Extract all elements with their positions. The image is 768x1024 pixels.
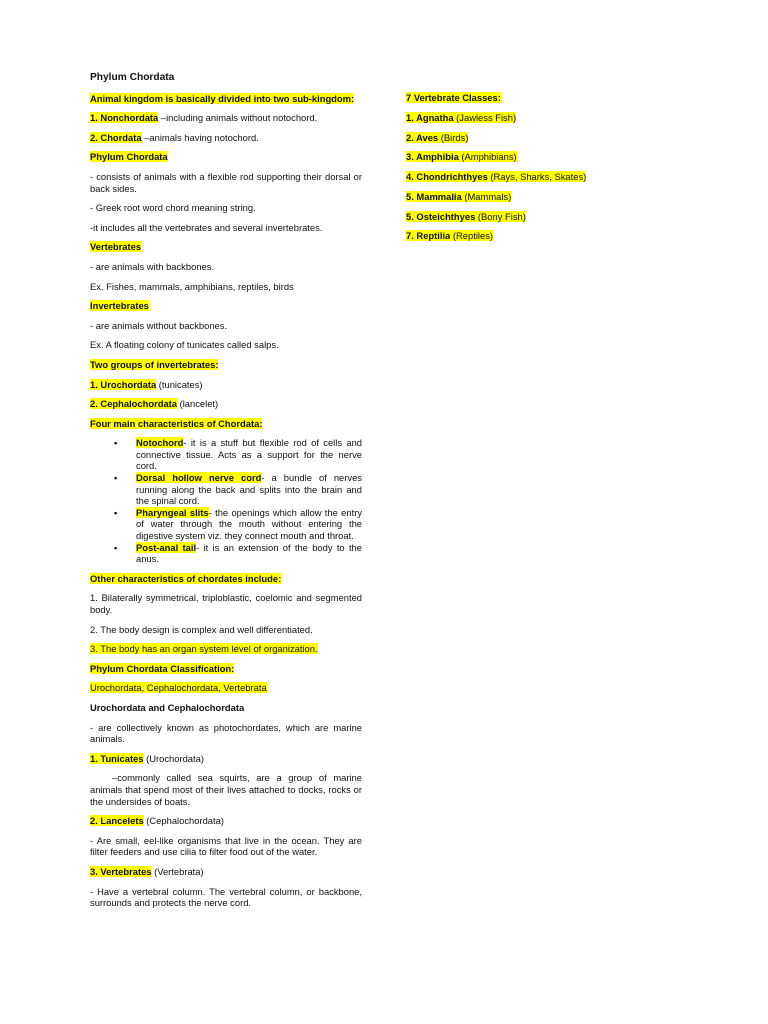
invertebrates-heading: Invertebrates	[90, 300, 149, 312]
other-item-2: 2. The body design is complex and well differentiated.	[90, 623, 313, 635]
vertebrates3-line: 3. Vertebrates (Vertebrata)	[90, 865, 204, 877]
list-item: 4. Chondrichthyes (Rays, Sharks, Skates)	[406, 171, 587, 183]
vertebrates-heading: Vertebrates	[90, 241, 142, 253]
other-item-1: 1. Bilaterally symmetrical, triploblastic, coelomic and segmented body.	[90, 592, 362, 615]
tunicates-description: –commonly called sea squirts, are a group of marine animals that spend most of their lives attached to docks, rocks or the undersides of boats.	[90, 772, 362, 807]
other-characteristics-heading: Other characteristics of chordates include:	[90, 572, 282, 584]
bullet-icon: •	[114, 472, 118, 484]
intro-paragraph: Animal kingdom is basically divided into two sub-kingdom:	[90, 92, 355, 104]
nonchordata-line: 1. Nonchordata –including animals without notochord.	[90, 112, 318, 124]
lancelets-description: - Are small, eel-like organisms that live in the ocean. They are filter feeders and use cilia to filter food out of the water.	[90, 834, 362, 858]
list-item: 7. Reptilia (Reptiles)	[406, 230, 494, 242]
list-item: • Dorsal hollow nerve cord- a bundle of nerves running along the back and splits into the brain and the spinal cord.	[114, 472, 362, 507]
vertebrates3-description: - Have a vertebral column. The vertebral column, or backbone, surrounds and protects the nerve cord.	[90, 885, 362, 909]
consists-paragraph: - consists of animals with a flexible rod supporting their dorsal or back sides.	[90, 170, 362, 194]
tunicates-line: 1. Tunicates (Urochordata)	[90, 752, 204, 764]
other-item-3: 3. The body has an organ system level of organization.	[90, 643, 318, 655]
two-groups-heading: Two groups of invertebrates:	[90, 358, 219, 370]
lancelets-line: 2. Lancelets (Cephalochordata)	[90, 815, 224, 827]
chordata-line: 2. Chordata –animals having notochord.	[90, 131, 259, 143]
classification-list: Urochordata, Cephalochordata, Vertebrata	[90, 682, 267, 694]
list-item: 1. Agnatha (Jawless Fish)	[406, 111, 517, 123]
vertebrate-classes-heading: 7 Vertebrate Classes:	[406, 92, 501, 103]
invertebrates-definition: - are animals without backbones.	[90, 319, 228, 331]
list-item: • Pharyngeal slits- the openings which allow the entry of water through the mouth without entering the digestive system viz. they connect mouth and throat.	[114, 506, 363, 542]
uro-cephalo-heading: Urochordata and Cephalochordata	[90, 701, 245, 713]
invertebrates-example: Ex. A floating colony of tunicates called salps.	[90, 339, 279, 351]
vertebrates-definition: - are animals with backbones.	[90, 260, 215, 272]
list-item: 5. Osteichthyes (Bony Fish)	[406, 210, 526, 222]
vertebrates-example: Ex. Fishes, mammals, amphibians, reptiles, birds	[90, 280, 294, 292]
greek-paragraph: - Greek root word chord meaning string.	[90, 202, 256, 214]
phylum-heading: Phylum Chordata	[90, 151, 168, 163]
list-item: 3. Amphibia (Amphibians)	[406, 151, 517, 163]
four-main-heading: Four main characteristics of Chordata:	[90, 417, 263, 429]
list-item: • Post-anal tail- it is an extension of the body to the anus.	[114, 541, 362, 565]
cephalochordata-line: 2. Cephalochordata (lancelet)	[90, 398, 219, 410]
page-title: Phylum Chordata	[90, 72, 175, 83]
bullet-icon: •	[114, 437, 118, 449]
classification-heading: Phylum Chordata Classification:	[90, 662, 235, 674]
characteristics-list	[90, 437, 362, 565]
uro-cephalo-paragraph: - are collectively known as photochordates, which are marine animals.	[90, 721, 362, 745]
list-item: 2. Aves (Birds)	[406, 131, 469, 143]
includes-paragraph: -it includes all the vertebrates and several invertebrates.	[90, 221, 323, 233]
left-column	[90, 72, 362, 917]
list-item: • Notochord- it is a stuff but flexible rod of cells and connective tissue. Acts as a support for the nerve cord.	[114, 437, 362, 472]
bullet-icon: •	[114, 506, 118, 518]
bullet-icon: •	[114, 541, 118, 553]
right-column	[406, 92, 606, 250]
urochordata-line: 1. Urochordata (tunicates)	[90, 378, 203, 390]
list-item: 5. Mammalia (Mammals)	[406, 190, 512, 202]
